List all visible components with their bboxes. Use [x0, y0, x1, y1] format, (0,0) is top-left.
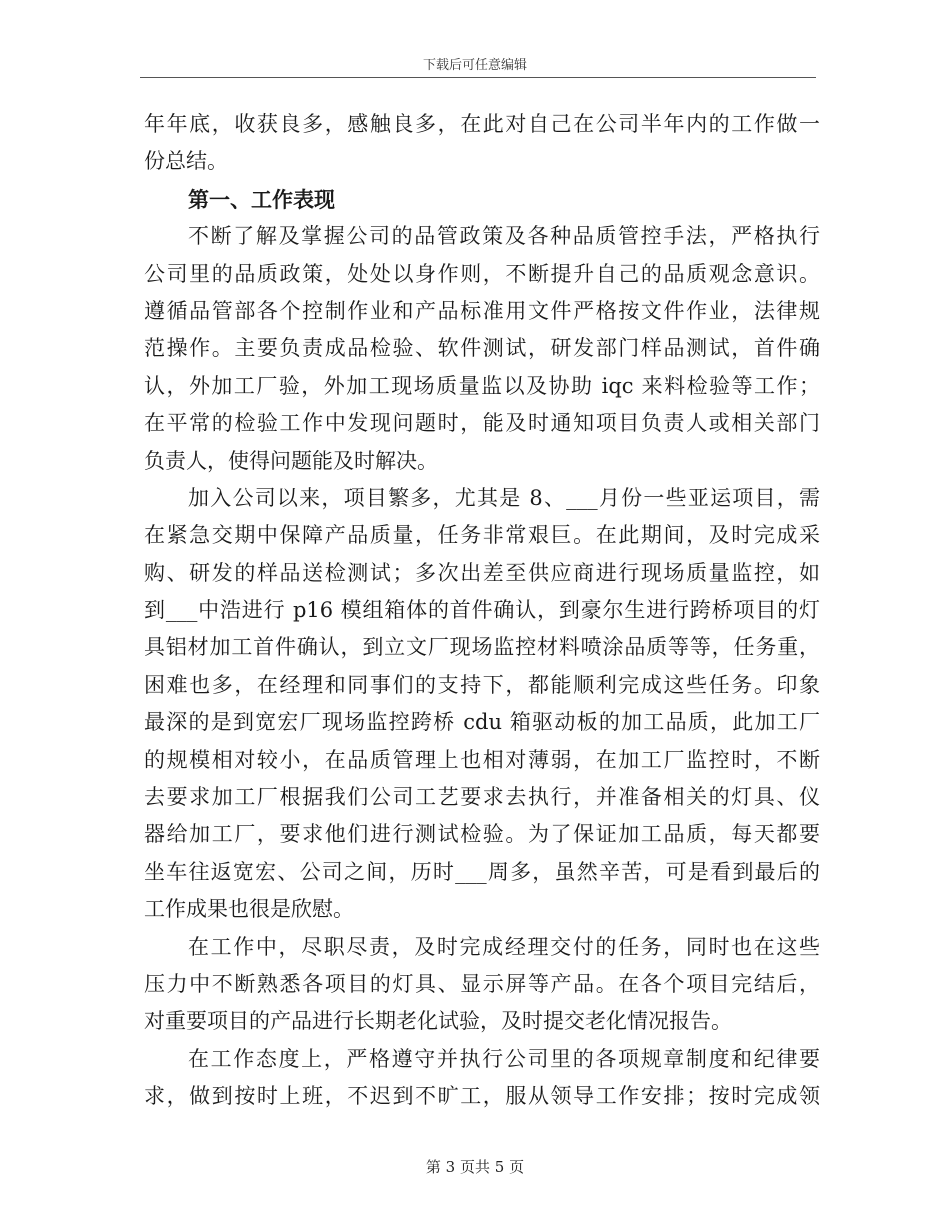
section-heading: 第一、工作表现	[188, 186, 335, 212]
body-line: 份总结。	[144, 149, 228, 174]
body-line: 在工作中，尽职尽责，及时完成经理交付的任务，同时也在这些	[188, 934, 820, 959]
body-line: 负责人，使得问题能及时解决。	[144, 448, 438, 473]
body-line: 到___中浩进行 p16 模组箱体的首件确认，到豪尔生进行跨桥项目的灯	[144, 598, 820, 623]
body-line: 不断了解及掌握公司的品管政策及各种品质管控手法，严格执行	[188, 224, 820, 249]
header-divider	[140, 77, 816, 78]
body-line: 困难也多，在经理和同事们的支持下，都能顺利完成这些任务。印象	[144, 672, 820, 697]
body-line: 最深的是到宽宏厂现场监控跨桥 cdu 箱驱动板的加工品质，此加工厂	[144, 710, 820, 735]
page-number: 第 3 页共 5 页	[425, 1158, 525, 1176]
body-line: 坐车往返宽宏、公司之间，历时___周多，虽然辛苦，可是看到最后的	[144, 859, 820, 884]
body-line: 求，做到按时上班，不迟到不旷工，服从领导工作安排；按时完成领	[144, 1084, 820, 1109]
body-line: 对重要项目的产品进行长期老化试验，及时提交老化情况报告。	[144, 1009, 732, 1034]
body-line: 购、研发的样品送检测试；多次出差至供应商进行现场质量监控，如	[144, 560, 820, 585]
body-line: 认，外加工厂验，外加工现场质量监以及协助 iqc 来料检验等工作；	[144, 373, 820, 398]
body-line: 具铝材加工首件确认，到立文厂现场监控材料喷涂品质等等，任务重，	[144, 635, 820, 660]
body-line: 在紧急交期中保障产品质量，任务非常艰巨。在此期间，及时完成采	[144, 523, 820, 548]
body-line: 年年底，收获良多，感触良多，在此对自己在公司半年内的工作做一	[144, 112, 820, 136]
body-line: 加入公司以来，项目繁多，尤其是 8、___月份一些亚运项目，需	[188, 485, 820, 510]
body-line: 在平常的检验工作中发现问题时，能及时通知项目负责人或相关部门	[144, 411, 820, 436]
body-line: 工作成果也很是欣慰。	[144, 897, 354, 922]
body-line: 器给加工厂，要求他们进行测试检验。为了保证加工品质，每天都要	[144, 822, 820, 847]
body-line: 去要求加工厂根据我们公司工艺要求去执行，并准备相关的灯具、仪	[144, 785, 820, 810]
body-line: 在工作态度上，严格遵守并执行公司里的各项规章制度和纪律要	[188, 1046, 820, 1071]
page-header: 下载后可任意编辑	[422, 58, 527, 73]
body-line: 公司里的品质政策，处处以身作则，不断提升自己的品质观念意识。	[144, 261, 820, 286]
body-line: 的规模相对较小，在品质管理上也相对薄弱，在加工厂监控时，不断	[144, 747, 820, 772]
body-line: 压力中不断熟悉各项目的灯具、显示屏等产品。在各个项目完结后，	[144, 971, 820, 996]
document-body	[144, 106, 820, 1116]
body-line: 范操作。主要负责成品检验、软件测试，研发部门样品测试，首件确	[144, 336, 820, 361]
body-line: 遵循品管部各个控制作业和产品标准用文件严格按文件作业，法律规	[144, 298, 820, 323]
